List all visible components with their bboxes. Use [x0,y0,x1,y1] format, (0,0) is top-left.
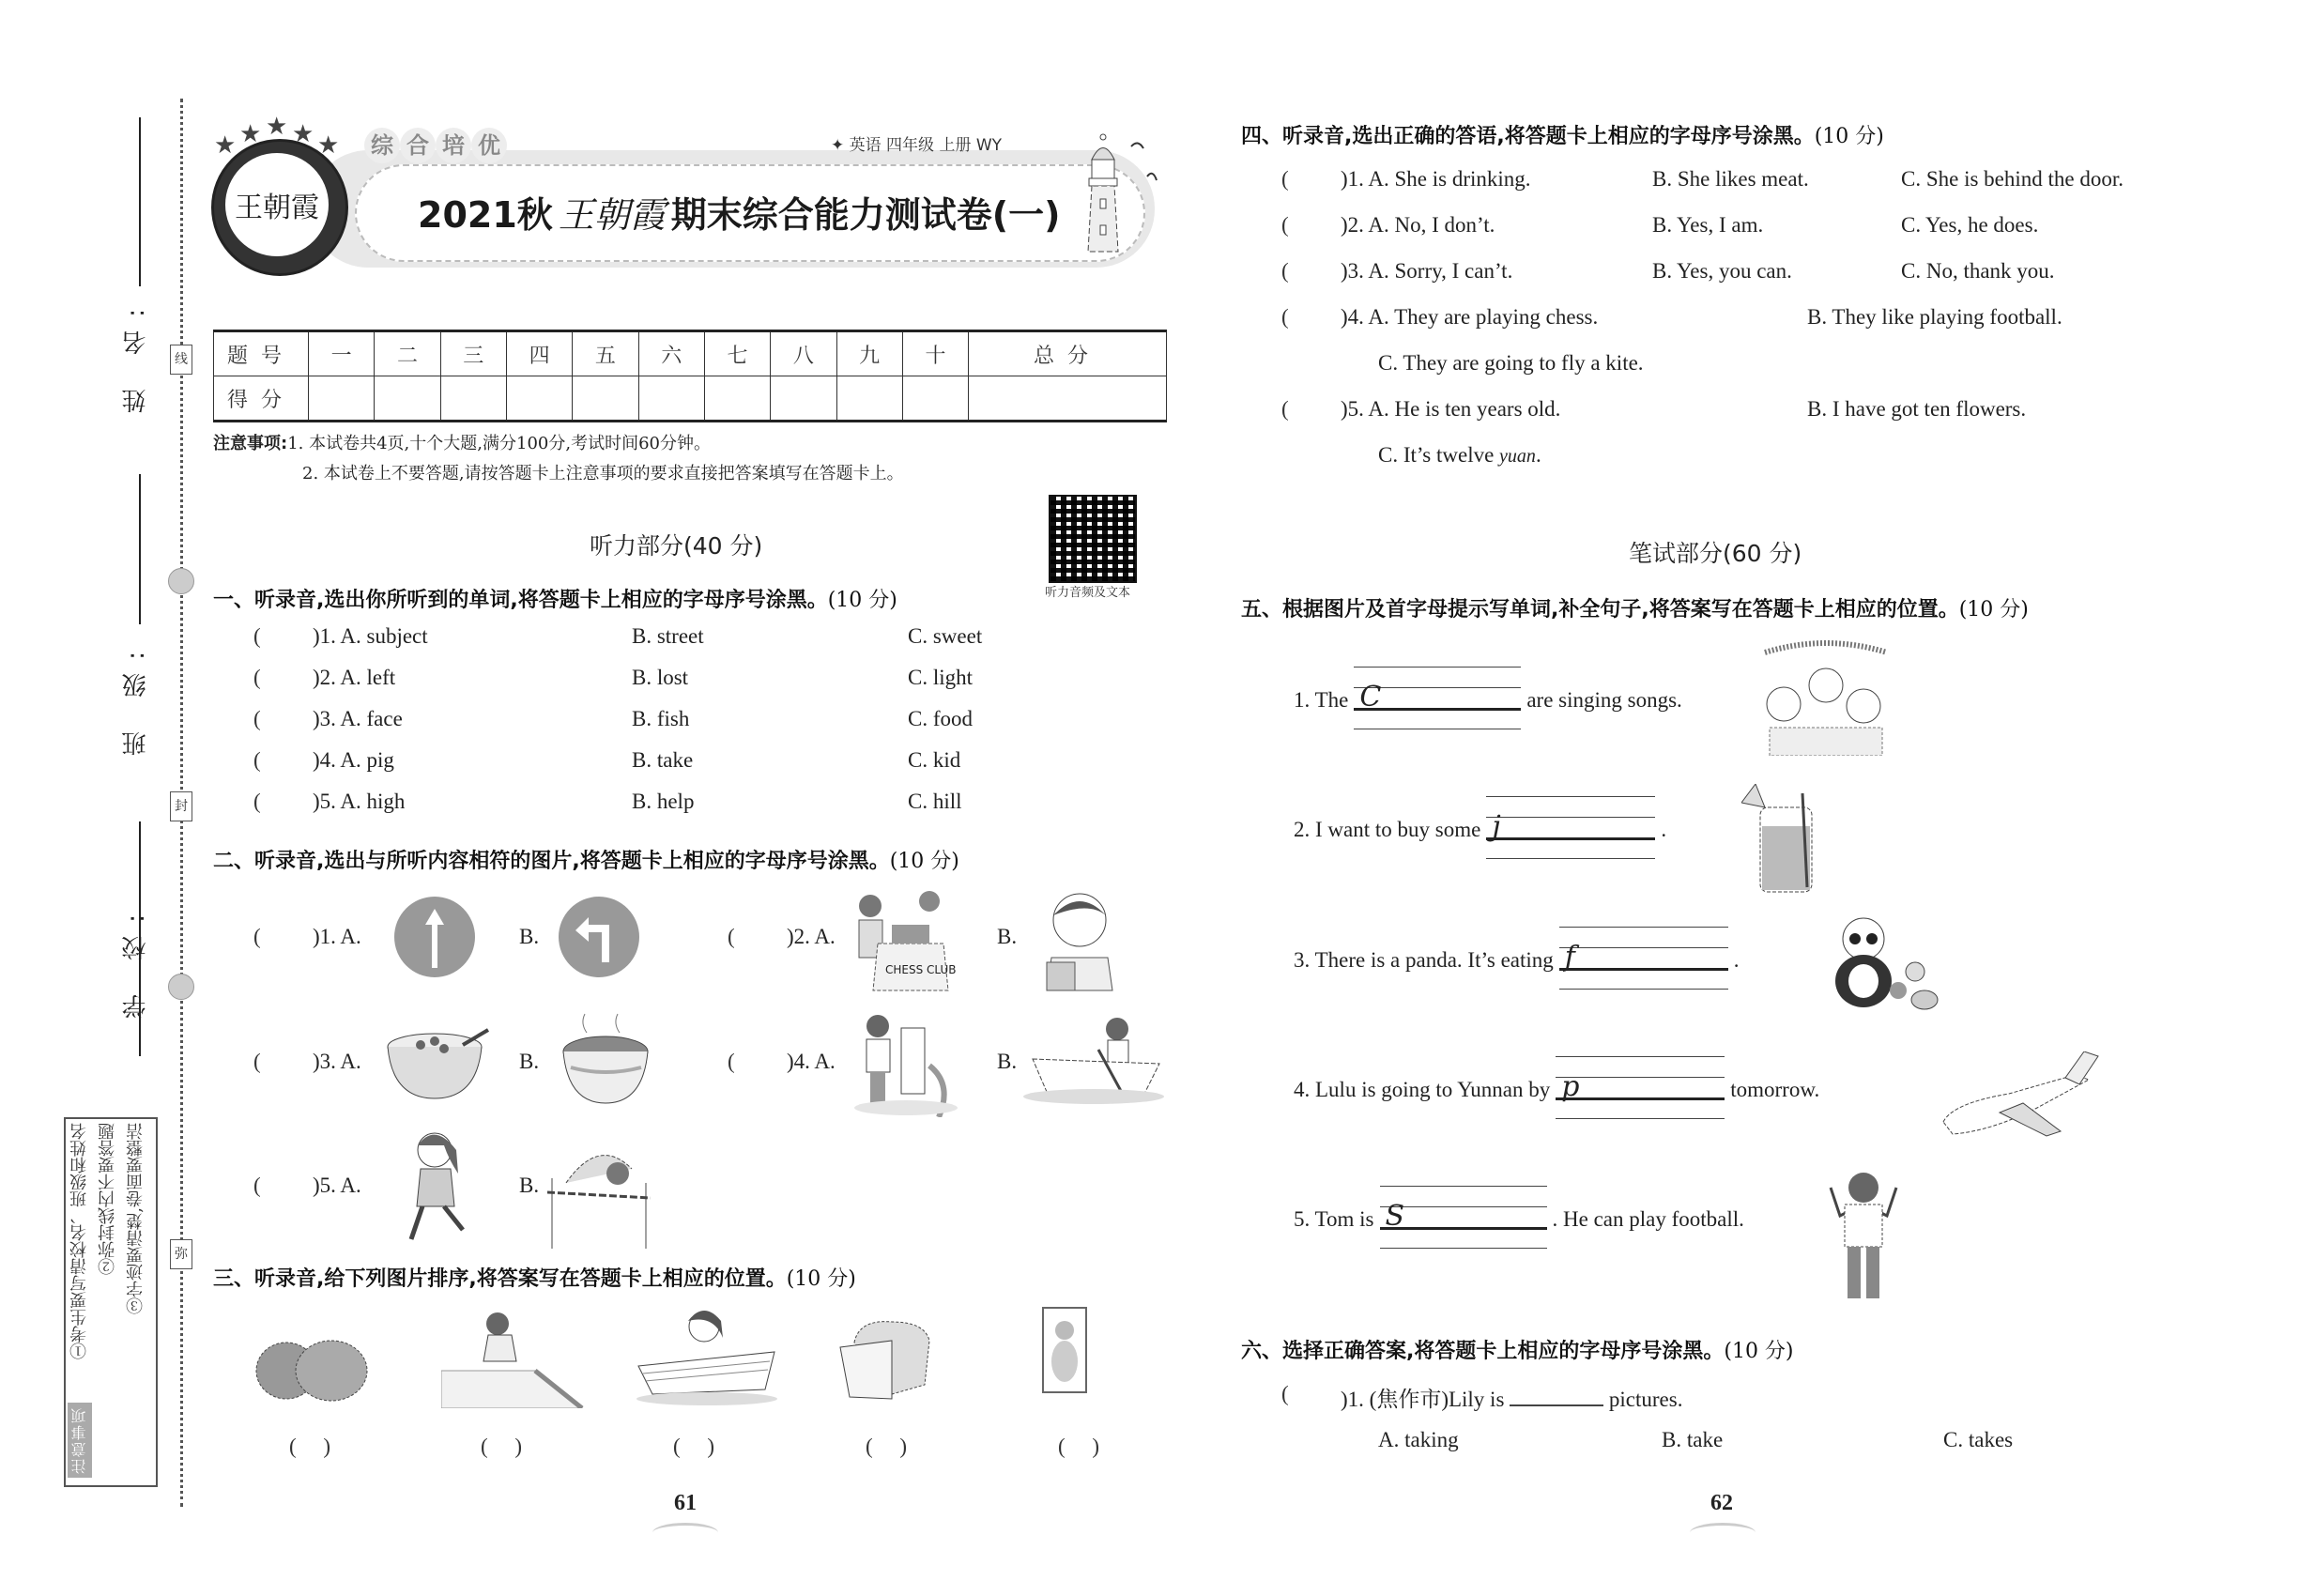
score-cell[interactable] [309,376,375,422]
q4-item-4: )4. A. They are playing chess. [1341,305,1599,329]
answer-paren[interactable]: ( [253,790,261,813]
q1-item-4: )4. A. pig [313,748,394,772]
q6-item-1 [1341,1382,1682,1413]
q2-points: (10 分) [889,850,959,873]
q1-heading [213,584,897,613]
q2-heading [213,845,959,874]
q2-5-b: B. [519,1174,540,1197]
margin-notice-item: ③字迹要清楚,卷面要整洁 [126,1123,146,1314]
lighthouse-icon [1084,131,1122,253]
q5-item-5-after: . He can play football. [1552,1207,1744,1231]
q4-heading-text: 四、听录音,选出正确的答语,将答题卡上相应的字母序号涂黑。 [1241,125,1815,148]
score-table [213,330,1167,422]
answer-paren[interactable]: ( [1281,305,1289,329]
q1-2-b: B. lost [632,666,689,689]
q4-2-c: C. Yes, he does. [1901,213,2039,237]
go-straight-sign-icon [392,895,477,979]
cut-mark-mi: 弥 [170,1239,192,1269]
q5-item-1 [1294,667,1682,734]
q4-points: (10 分) [1814,125,1884,148]
answer-paren[interactable]: ( [1281,167,1289,191]
q4-5-c [1378,443,1541,468]
logo-text: 王朝霞 [225,153,329,256]
order-answer-paren[interactable]: ( ) [289,1435,331,1458]
q4-heading [1241,120,1884,149]
star-icon: ★ [317,131,340,159]
series-bubble: 培 [436,128,471,163]
score-cell[interactable] [375,376,440,422]
q5-item-1-after: are singing songs. [1526,688,1682,712]
answer-paren[interactable]: ( [253,624,261,648]
four-line-writing-grid[interactable] [1556,1056,1725,1124]
q4-4-b: B. They like playing football. [1807,305,2062,329]
q6-1-b: B. take [1662,1428,1724,1451]
qr-code[interactable] [1049,495,1137,583]
exam-notes [213,430,711,454]
answer-paren[interactable]: ( [728,1050,735,1073]
girl-jumping-pool-picture [441,1305,591,1408]
q6-1-blank[interactable] [1510,1388,1603,1406]
chess-club-label: CHESS CLUB [885,963,957,976]
answer-paren[interactable]: ( [1281,1382,1289,1405]
order-answer-paren[interactable]: ( ) [1058,1435,1100,1458]
order-answer-paren[interactable]: ( ) [481,1435,523,1458]
margin-notice-item: ①考生要写清校名、班级和姓名 [69,1123,89,1359]
chess-club-picture [850,887,962,995]
score-col: 九 [836,331,902,376]
answer-paren[interactable]: ( [1281,397,1289,421]
q3-heading [213,1263,856,1292]
score-cell[interactable] [440,376,506,422]
exam-title [418,186,1061,238]
q3-heading-text: 三、听录音,给下列图片排序,将答案写在答题卡上相应的位置。 [213,1267,787,1291]
first-letter-hint: j [1492,810,1501,843]
series-bubble: 综 [364,128,400,163]
writing-section-title: 笔试部分(60 分) [1629,540,1802,567]
answer-paren[interactable]: ( [253,1174,261,1197]
answer-paren[interactable]: ( [253,1050,261,1073]
high-jump-picture [547,1127,651,1249]
q2-1-b: B. [519,925,540,948]
answer-paren[interactable]: ( [253,748,261,772]
bread-picture [836,1314,939,1404]
q2-2-b: B. [997,925,1018,948]
q2-item-1: )1. A. [313,925,361,948]
q5-heading [1241,593,2029,622]
q2-heading-text: 二、听录音,选出与所听内容相符的图片,将答题卡上相应的字母序号涂黑。 [213,850,890,873]
cut-mark-feng: 封 [170,791,192,821]
score-col: 十 [902,331,968,376]
sparkle-icon: ✦ [831,136,850,155]
q1-3-b: B. fish [632,707,690,730]
q2-item-5: )5. A. [313,1174,361,1197]
q6-heading [1241,1335,1794,1364]
soup-bowl-picture [383,1019,496,1103]
four-line-writing-grid[interactable] [1486,796,1655,864]
q4-5-c-end: . [1535,443,1541,467]
listening-section-title: 听力部分(40 分) [590,532,763,560]
q2-item-4: )4. A. [787,1050,836,1073]
q5-item-3-stem: 3. There is a panda. It’s eating [1294,948,1554,972]
panda-with-fruit-picture [1831,911,1943,1023]
notes-item: 1. 本试卷共4页,十个大题,满分100分,考试时间60分钟。 [287,434,711,453]
title-main: 期末综合能力测试卷(一) [670,194,1061,236]
page-number-left: 61 [674,1491,697,1515]
q5-points: (10 分) [1958,598,2029,622]
seal-circle-icon [168,568,194,594]
q5-item-2-stem: 2. I want to buy some [1294,818,1481,841]
cut-mark-xian: 线 [170,345,192,375]
score-col: 二 [375,331,440,376]
score-col: 七 [704,331,770,376]
first-letter-hint: S [1385,1200,1405,1233]
q5-item-3-after: . [1733,948,1740,972]
meta-text: 英语 四年级 上册 WY [849,136,1003,155]
name-label: 姓 名: [122,296,150,414]
four-line-writing-grid[interactable] [1380,1186,1547,1253]
score-cell[interactable] [573,376,638,422]
wave-decoration [1690,1523,1756,1542]
score-col: 三 [440,331,506,376]
q4-item-5: )5. A. He is ten years old. [1341,397,1561,421]
q4-item-1: )1. A. She is drinking. [1341,167,1531,191]
score-row-label: 题号 [214,331,309,376]
q1-1-b: B. street [632,624,704,648]
score-cell[interactable] [902,376,968,422]
juice-glass-picture [1741,784,1854,897]
notes-item: 2. 本试卷上不要答题,请按答题卡上注意事项的要求直接把答案填写在答题卡上。 [302,464,904,483]
margin-notice-item: ②弥封线内不要答题 [98,1123,117,1275]
star-icon: ★ [239,120,262,147]
q6-1-stem: )1. (焦作市)Lily is [1341,1388,1505,1411]
q4-item-3: )3. A. Sorry, I can’t. [1341,259,1513,283]
q4-1-c: C. She is behind the door. [1901,167,2124,191]
q5-item-4 [1294,1056,1819,1124]
boy-reading-picture [1033,887,1127,995]
q6-1-after: pictures. [1608,1388,1683,1411]
star-icon: ★ [214,131,237,159]
q6-1-a: A. taking [1378,1428,1459,1451]
answer-paren[interactable]: ( [1281,259,1289,283]
q1-item-3: )3. A. face [313,707,403,730]
q2-item-2: )2. A. [787,925,836,948]
q4-item-2: )2. A. No, I don’t. [1341,213,1495,237]
first-letter-hint: p [1561,1070,1580,1103]
q6-1-c: C. takes [1943,1428,2014,1451]
series-bubble: 合 [400,128,436,163]
q6-points: (10 分) [1724,1340,1794,1363]
q4-5-b: B. I have got ten flowers. [1807,397,2027,421]
answer-paren[interactable]: ( [253,666,261,689]
boy-painting-picture [850,1000,967,1117]
q1-4-b: B. take [632,748,694,772]
class-field-line[interactable] [139,474,141,624]
turn-left-sign-icon [557,895,641,979]
q6-heading-text: 六、选择正确答案,将答题卡上相应的字母序号涂黑。 [1241,1340,1725,1363]
q4-5-c-text: C. It’s twelve [1378,443,1500,467]
star-icon: ★ [266,113,288,140]
girl-in-boat-picture [634,1300,779,1408]
q1-item-2: )2. A. left [313,666,396,689]
noodle-bowl-picture [557,1009,655,1108]
q1-5-c: C. hill [908,790,962,813]
four-line-writing-grid[interactable] [1559,927,1728,994]
title-brand: 王朝霞 [558,194,666,236]
q5-item-5-stem: 5. Tom is [1294,1207,1374,1231]
q1-item-1: )1. A. subject [313,624,428,648]
q5-item-2 [1294,796,1666,864]
q4-3-c: C. No, thank you. [1901,259,2055,283]
strong-boy-picture [1821,1169,1906,1310]
score-col: 八 [771,331,836,376]
q1-3-c: C. food [908,707,973,730]
four-line-writing-grid[interactable] [1354,667,1521,734]
q4-2-b: B. Yes, I am. [1652,213,1764,237]
q3-points: (10 分) [786,1267,856,1291]
q1-heading-text: 一、听录音,选出你所听到的单词,将答题卡上相应的字母序号涂黑。 [213,589,828,612]
bird-icon [1127,139,1164,186]
answer-paren[interactable]: ( [1281,213,1289,237]
score-cell[interactable] [969,376,1167,422]
score-col: 五 [573,331,638,376]
q5-item-4-stem: 4. Lulu is going to Yunnan by [1294,1078,1551,1101]
q4-3-b: B. Yes, you can. [1652,259,1792,283]
notes-label: 注意事项: [213,434,288,453]
q5-item-3 [1294,927,1740,994]
q2-3-b: B. [519,1050,540,1073]
answer-paren[interactable]: ( [728,925,735,948]
q4-4-c: C. They are going to fly a kite. [1378,351,1644,375]
score-cell[interactable] [836,376,902,422]
q4-1-b: B. She likes meat. [1652,167,1809,191]
score-cell[interactable] [506,376,572,422]
q1-points: (10 分) [827,589,897,612]
score-col-total: 总分 [969,331,1167,376]
title-year: 2021秋 [418,194,553,236]
q5-item-2-after: . [1661,818,1667,841]
class-label: 班 级: [122,638,150,757]
score-col: 四 [506,331,572,376]
score-table-score-row [214,376,1167,422]
score-col: 一 [309,331,375,376]
q1-item-5: )5. A. high [313,790,406,813]
bear-picture [1042,1307,1087,1393]
boy-rowing-picture [1023,1012,1164,1106]
children-singing-picture [1756,638,1896,756]
score-cell[interactable] [704,376,770,422]
first-letter-hint: f [1564,941,1575,974]
star-icon: ★ [292,120,314,147]
q1-5-b: B. help [632,790,695,813]
potatoes-picture [249,1333,371,1404]
qr-caption: 听力音频及文本 [1045,586,1131,600]
series-bubble: 优 [471,128,507,163]
wave-decoration [652,1523,718,1542]
subject-meta [831,131,1002,155]
order-answer-paren[interactable]: ( ) [866,1435,908,1458]
first-letter-hint: C [1359,681,1382,714]
q2-item-3: )3. A. [313,1050,361,1073]
score-cell[interactable] [771,376,836,422]
score-table-header-row [214,331,1167,376]
answer-paren[interactable]: ( [253,925,261,948]
answer-paren[interactable]: ( [253,707,261,730]
order-answer-paren[interactable]: ( ) [673,1435,715,1458]
q5-item-4-after: tomorrow. [1730,1078,1820,1101]
airplane-picture [1934,1051,2103,1145]
school-label: 学 校: [122,901,150,1020]
page-number-right: 62 [1710,1491,1733,1515]
margin-notice-title: 注意事项 [68,1403,92,1478]
score-cell[interactable] [638,376,704,422]
score-row-label: 得分 [214,376,309,422]
q1-2-c: C. light [908,666,974,689]
name-field-line[interactable] [139,117,141,286]
q1-4-c: C. kid [908,748,961,772]
q5-heading-text: 五、根据图片及首字母提示写单词,补全句子,将答案写在答题卡上相应的位置。 [1241,598,1959,622]
q2-4-b: B. [997,1050,1018,1073]
score-col: 六 [638,331,704,376]
q4-5-c-italic: yuan [1499,446,1536,467]
q5-item-5 [1294,1186,1744,1253]
seal-circle-icon [168,974,194,1000]
q1-1-c: C. sweet [908,624,983,648]
q5-item-1-stem: 1. The [1294,688,1349,712]
girl-running-picture [392,1127,477,1244]
